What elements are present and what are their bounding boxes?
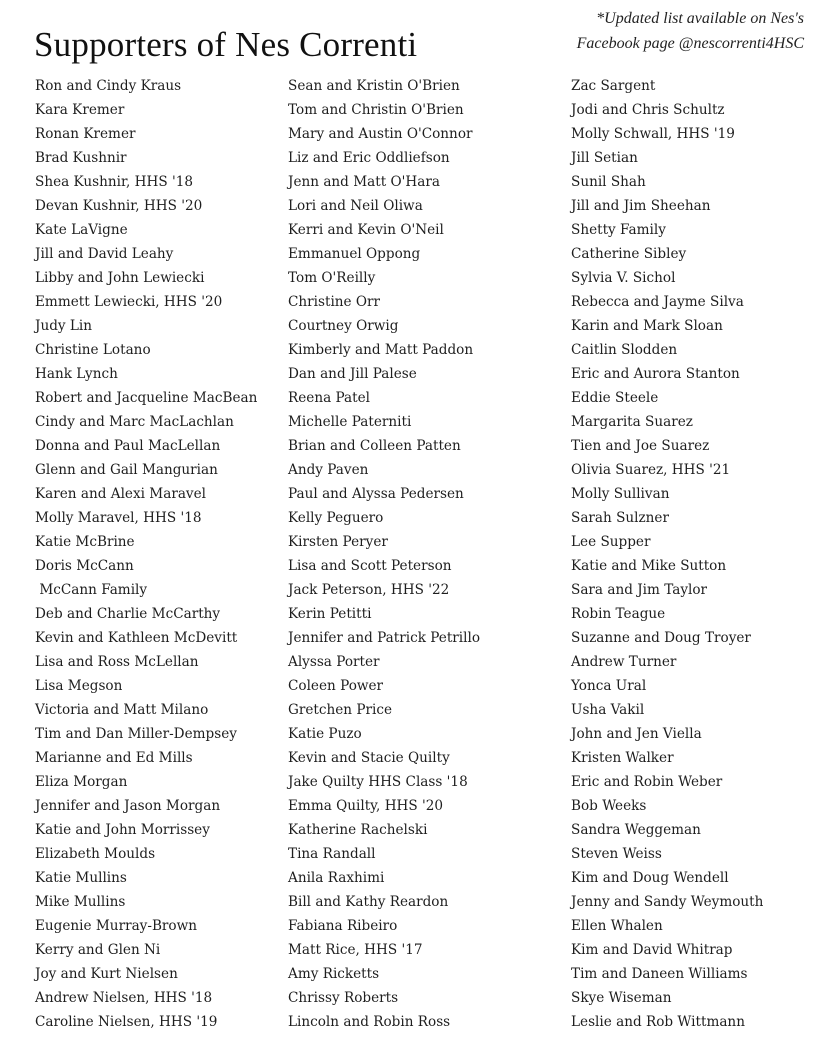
supporter-name: Jill and Jim Sheehan [571,198,711,214]
supporter-name: Steven Weiss [571,846,662,862]
supporter-name: Matt Rice, HHS '17 [288,942,423,958]
supporter-name: Karen and Alexi Maravel [35,486,207,502]
update-note [534,6,804,56]
supporter-name: Kevin and Stacie Quilty [288,750,450,766]
supporter-name: Michelle Paterniti [288,414,412,430]
supporter-name: Lisa and Scott Peterson [288,558,452,574]
supporter-name: Katie McBrine [35,534,135,550]
supporter-name: Gretchen Price [288,702,393,718]
supporter-name: Sandra Weggeman [571,822,701,838]
supporter-name: Katherine Rachelski [288,822,428,838]
supporter-name: Donna and Paul MacLellan [35,438,221,454]
supporter-name: Katie Mullins [35,870,127,886]
supporter-name: Robin Teague [571,606,666,622]
supporter-name: Jack Peterson, HHS '22 [288,582,450,598]
supporter-name: Andrew Nielsen, HHS '18 [35,990,213,1006]
supporter-name: Suzanne and Doug Troyer [571,630,751,646]
supporter-name: Alyssa Porter [288,654,380,670]
supporter-name: Kerry and Glen Ni [35,942,161,958]
supporter-name: Lee Supper [571,534,651,550]
supporter-name: Leslie and Rob Wittmann [571,1014,745,1030]
supporter-name: Cindy and Marc MacLachlan [35,414,234,430]
supporter-name: Lisa and Ross McLellan [35,654,199,670]
supporter-name: Rebecca and Jayme Silva [571,294,744,310]
supporter-name: Kara Kremer [35,102,125,118]
supporter-name: Mary and Austin O'Connor [288,126,473,142]
supporter-name: Kelly Peguero [288,510,384,526]
supporter-name: Judy Lin [35,318,93,334]
supporter-name: Jennifer and Patrick Petrillo [288,630,481,646]
supporter-name: Kerin Petitti [288,606,372,622]
supporter-name: Olivia Suarez, HHS '21 [571,462,731,478]
supporter-name: John and Jen Viella [571,726,702,742]
supporter-name: Molly Maravel, HHS '18 [35,510,202,526]
supporter-name: Elizabeth Moulds [35,846,156,862]
supporter-name: Molly Schwall, HHS '19 [571,126,735,142]
supporter-name: Karin and Mark Sloan [571,318,723,334]
supporter-name: Skye Wiseman [571,990,672,1006]
supporter-name: Catherine Sibley [571,246,687,262]
supporter-name: Jennifer and Jason Morgan [35,798,221,814]
supporter-name: Christine Orr [288,294,381,310]
supporter-name: Brad Kushnir [35,150,127,166]
supporter-name: Kerri and Kevin O'Neil [288,222,444,238]
supporter-name: Kim and David Whitrap [571,942,733,958]
page-title: Supporters of Nes Correnti [34,25,418,64]
supporter-name: Eric and Robin Weber [571,774,723,790]
supporter-name: Eric and Aurora Stanton [571,366,740,382]
supporter-name: Courtney Orwig [288,318,399,334]
supporter-name: Liz and Eric Oddliefson [288,150,450,166]
supporter-name: Kirsten Peryer [288,534,388,550]
supporter-name: Shetty Family [571,222,666,238]
supporter-name: Jake Quilty HHS Class '18 [288,774,468,790]
supporter-name: Katie and John Morrissey [35,822,210,838]
supporter-name: Andy Paven [288,462,369,478]
supporter-name: Reena Patel [288,390,371,406]
supporter-name: Glenn and Gail Mangurian [35,462,218,478]
supporters-column-2 [288,74,480,1034]
supporter-name: Shea Kushnir, HHS '18 [35,174,194,190]
supporter-name: Margarita Suarez [571,414,693,430]
update-note-line-1: *Updated list available on Nes's [596,10,804,27]
supporter-name: Usha Vakil [571,702,645,718]
supporter-name: McCann Family [35,582,148,598]
supporter-name: Zac Sargent [571,78,656,94]
supporter-name: Jill and David Leahy [35,246,174,262]
supporter-name: Hank Lynch [35,366,118,382]
supporter-name: Coleen Power [288,678,384,694]
supporter-name: Eugenie Murray-Brown [35,918,198,934]
supporter-name: Katie and Mike Sutton [571,558,727,574]
supporter-name: Amy Ricketts [288,966,380,982]
supporter-name: Dan and Jill Palese [288,366,417,382]
supporter-name: Kim and Doug Wendell [571,870,729,886]
supporter-name: Jenny and Sandy Weymouth [571,894,764,910]
supporter-name: Tien and Joe Suarez [571,438,710,454]
supporter-name: Fabiana Ribeiro [288,918,398,934]
supporter-name: Jill Setian [571,150,638,166]
supporter-name: Robert and Jacqueline MacBean [35,390,258,406]
supporter-name: Tom O'Reilly [288,270,376,286]
supporter-name: Eliza Morgan [35,774,128,790]
supporter-name: Marianne and Ed Mills [35,750,193,766]
supporter-name: Chrissy Roberts [288,990,399,1006]
supporter-name: Anila Raxhimi [288,870,385,886]
supporter-name: Bob Weeks [571,798,647,814]
supporter-name: Caitlin Slodden [571,342,678,358]
update-note-line-2: Facebook page @nescorrenti4HSC [576,35,804,52]
supporter-name: Jenn and Matt O'Hara [288,174,440,190]
supporter-name: Emmanuel Oppong [288,246,421,262]
supporter-name: Bill and Kathy Reardon [288,894,449,910]
supporter-name: Emmett Lewiecki, HHS '20 [35,294,223,310]
supporter-name: Ellen Whalen [571,918,663,934]
supporter-name: Doris McCann [35,558,134,574]
supporter-name: Joy and Kurt Nielsen [35,966,178,982]
supporter-name: Ron and Cindy Kraus [35,78,182,94]
supporter-name: Brian and Colleen Patten [288,438,461,454]
supporter-name: Libby and John Lewiecki [35,270,205,286]
supporter-name: Sarah Sulzner [571,510,669,526]
supporter-name: Lisa Megson [35,678,123,694]
supporter-name: Tim and Daneen Williams [571,966,748,982]
supporter-name: Christine Lotano [35,342,151,358]
supporter-name: Devan Kushnir, HHS '20 [35,198,203,214]
supporter-name: Emma Quilty, HHS '20 [288,798,444,814]
supporter-name: Kristen Walker [571,750,674,766]
supporter-name: Sunil Shah [571,174,646,190]
supporter-name: Tom and Christin O'Brien [288,102,464,118]
supporter-name: Tina Randall [288,846,376,862]
supporter-name: Kevin and Kathleen McDevitt [35,630,238,646]
supporter-name: Deb and Charlie McCarthy [35,606,221,622]
supporter-name: Tim and Dan Miller-Dempsey [35,726,237,742]
supporter-name: Sara and Jim Taylor [571,582,708,598]
supporter-name: Kimberly and Matt Paddon [288,342,474,358]
supporter-name: Paul and Alyssa Pedersen [288,486,464,502]
supporter-name: Eddie Steele [571,390,659,406]
supporter-name: Jodi and Chris Schultz [571,102,725,118]
supporter-name: Lincoln and Robin Ross [288,1014,451,1030]
supporter-name: Victoria and Matt Milano [35,702,209,718]
supporter-name: Molly Sullivan [571,486,670,502]
supporter-name: Lori and Neil Oliwa [288,198,423,214]
supporter-name: Katie Puzo [288,726,362,742]
supporter-name: Mike Mullins [35,894,126,910]
supporter-name: Ronan Kremer [35,126,136,142]
supporter-name: Sylvia V. Sichol [571,270,676,286]
supporter-name: Yonca Ural [571,678,647,694]
supporters-column-1 [35,74,257,1034]
supporter-name: Andrew Turner [571,654,677,670]
supporter-name: Caroline Nielsen, HHS '19 [35,1014,218,1030]
supporter-name: Sean and Kristin O'Brien [288,78,460,94]
supporter-name: Kate LaVigne [35,222,128,238]
supporters-column-3 [571,74,763,1034]
